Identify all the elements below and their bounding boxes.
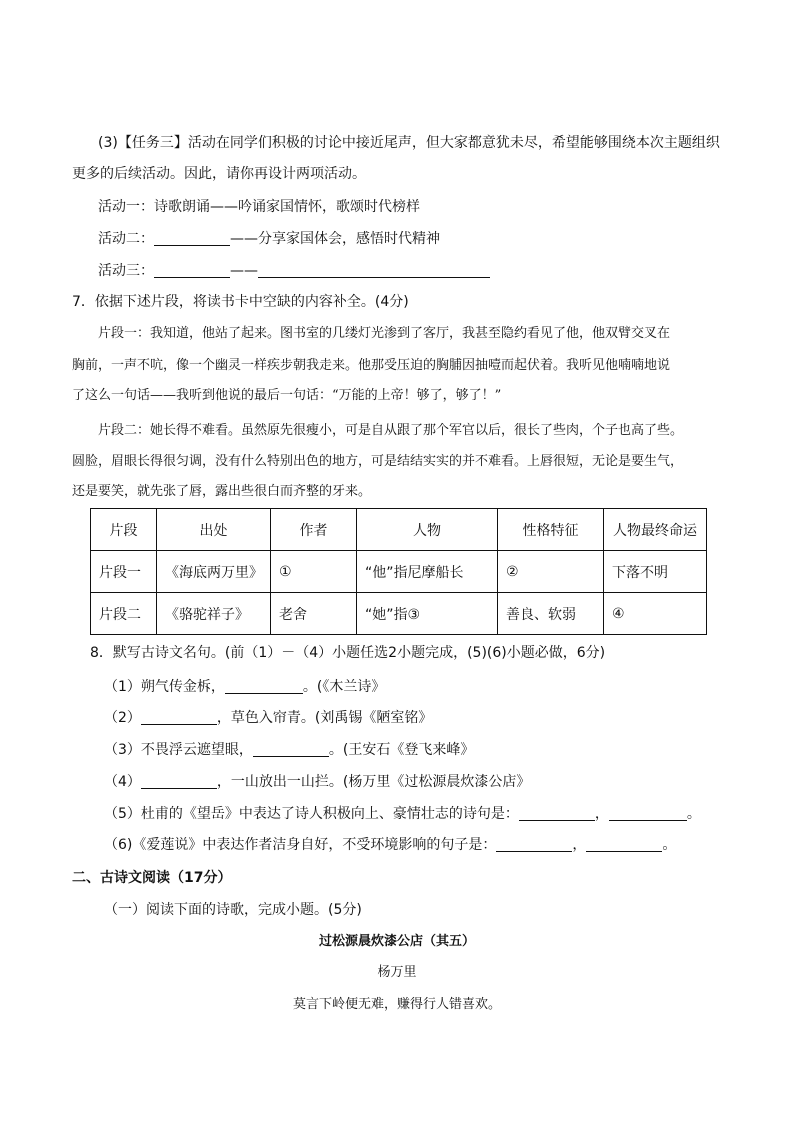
recite-item-6	[0, 835, 794, 855]
excerpt-one-line1: 片段一：我知道，他站了起来。图书室的几缕灯光渗到了客厅，我甚至隐约看见了他，他双臂交叉在	[98, 326, 671, 341]
recite-item-5-end: 。	[686, 806, 701, 822]
recite-item-3-text: （3）不畏浮云遮望眼，	[104, 742, 253, 758]
recite-item-5	[0, 804, 794, 824]
activity-two-label: 活动二：	[98, 231, 154, 247]
table-cell: “他”指尼摩船长	[357, 551, 498, 593]
recite-item-5-blank-1[interactable]	[519, 805, 595, 821]
activity-two-rest: ——分享家国体会，感悟时代精神	[230, 231, 440, 247]
recite-item-1-source: 。(《木兰诗》	[302, 679, 386, 695]
excerpt-two-line1: 片段二：她长得不难看。虽然原先很瘦小，可是自从跟了那个军官以后，很长了些肉，个子也高了些。	[98, 423, 684, 438]
header-fate: 人物最终命运	[604, 509, 707, 551]
excerpt-one-line3: 了这么一句话——我听到他说的最后一句话：“万能的上帝！够了，够了！”	[72, 388, 502, 403]
recite-item-2-source: ，草色入帘青。(刘禹锡《陋室铭》	[216, 710, 433, 726]
activity-three	[0, 261, 794, 281]
excerpt-two-line2: 圆脸，眉眼长得很匀调，没有什么特别出色的地方，可是结结实实的并不难看。上唇很短，无论是要生气，	[72, 454, 684, 469]
table-cell-blank-4[interactable]: ④	[604, 593, 707, 635]
header-author: 作者	[271, 509, 357, 551]
recite-item-2-text: （2）	[104, 710, 141, 726]
table-row	[91, 593, 707, 635]
activity-one: 活动一：诗歌朗诵——吟诵家国情怀，歌颂时代榜样	[98, 199, 420, 215]
table-cell: 下落不明	[604, 551, 707, 593]
recite-item-6-blank-1[interactable]	[496, 836, 572, 852]
activity-two	[0, 229, 794, 249]
recite-item-1-blank[interactable]	[225, 678, 303, 694]
activity-three-blank-1[interactable]	[154, 262, 230, 278]
task3-intro-line1: (3)【任务三】活动在同学们积极的讨论中接近尾声，但大家都意犹未尽，希望能够围绕本次主题组织	[98, 135, 720, 151]
table-header-row	[91, 509, 707, 551]
excerpt-two-line3: 还是要笑，就先张了唇，露出些很白而齐整的牙来。	[72, 484, 372, 499]
recite-item-2-blank[interactable]	[141, 709, 217, 725]
table-cell: 片段一	[91, 551, 157, 593]
recite-item-6-text: （6)《爱莲说》中表达作者洁身自好，不受环境影响的句子是：	[104, 837, 497, 853]
recite-item-3-source: 。(王安石《登飞来峰》	[328, 742, 475, 758]
recite-item-5-comma: ，	[594, 806, 609, 822]
table-cell: 老舍	[271, 593, 357, 635]
recite-item-1-text: （1）朔气传金柝，	[104, 679, 225, 695]
header-character: 人物	[357, 509, 498, 551]
recite-item-4-text: （4）	[104, 774, 141, 790]
table-cell: 《骆驼祥子》	[157, 593, 271, 635]
recite-item-5-blank-2[interactable]	[609, 805, 687, 821]
poem-line-1: 莫言下岭便无难，赚得行人错喜欢。	[292, 997, 501, 1012]
table-cell-blank-2[interactable]: ②	[498, 551, 604, 593]
poem-title: 过松源晨炊漆公店（其五）	[318, 934, 475, 949]
excerpt-one-line2: 胸前，一声不吭，像一个幽灵一样疾步朝我走来。他那受压迫的胸脯因抽噎而起伏着。我听见他喃喃地说	[72, 358, 671, 373]
reading-card-table	[90, 508, 707, 635]
recite-item-2	[0, 708, 794, 728]
table-cell-blank-1[interactable]: ①	[271, 551, 357, 593]
header-source: 出处	[157, 509, 271, 551]
recite-item-6-end: 。	[662, 837, 677, 853]
recite-item-3	[0, 740, 794, 760]
recite-item-4-source: ，一山放出一山拦。(杨万里《过松源晨炊漆公店》	[216, 774, 531, 790]
recite-item-6-comma: ，	[572, 837, 587, 853]
header-traits: 性格特征	[498, 509, 604, 551]
section-2-subheading: （一）阅读下面的诗歌，完成小题。(5分)	[104, 902, 362, 918]
activity-three-dash: ——	[230, 263, 258, 279]
header-excerpt: 片段	[91, 509, 157, 551]
task3-intro-line2: 更多的后续活动。因此，请你再设计两项活动。	[72, 166, 366, 182]
table-cell-blank-3[interactable]: “她”指③	[357, 593, 498, 635]
recite-item-1	[0, 677, 794, 697]
recite-item-6-blank-2[interactable]	[586, 836, 662, 852]
activity-three-label: 活动三：	[98, 263, 154, 279]
table-row	[91, 551, 707, 593]
poem-author: 杨万里	[377, 965, 417, 980]
table-cell: 《海底两万里》	[157, 551, 271, 593]
question-8-title: 8．默写古诗文名句。(前（1）－（4）小题任选2小题完成，(5)(6)小题必做，6分)	[90, 645, 606, 661]
recite-item-4	[0, 772, 794, 792]
table-cell: 善良、软弱	[498, 593, 604, 635]
recite-item-3-blank[interactable]	[253, 741, 329, 757]
section-2-heading: 二、古诗文阅读（17分）	[72, 870, 232, 886]
question-7-title: 7．依据下述片段，将读书卡中空缺的内容补全。(4分)	[72, 294, 409, 310]
activity-two-blank[interactable]	[154, 230, 230, 246]
recite-item-5-text: （5）杜甫的《望岳》中表达了诗人积极向上、豪情壮志的诗句是：	[104, 806, 519, 822]
table-cell: 片段二	[91, 593, 157, 635]
activity-three-blank-2[interactable]	[258, 262, 490, 278]
recite-item-4-blank[interactable]	[141, 773, 217, 789]
